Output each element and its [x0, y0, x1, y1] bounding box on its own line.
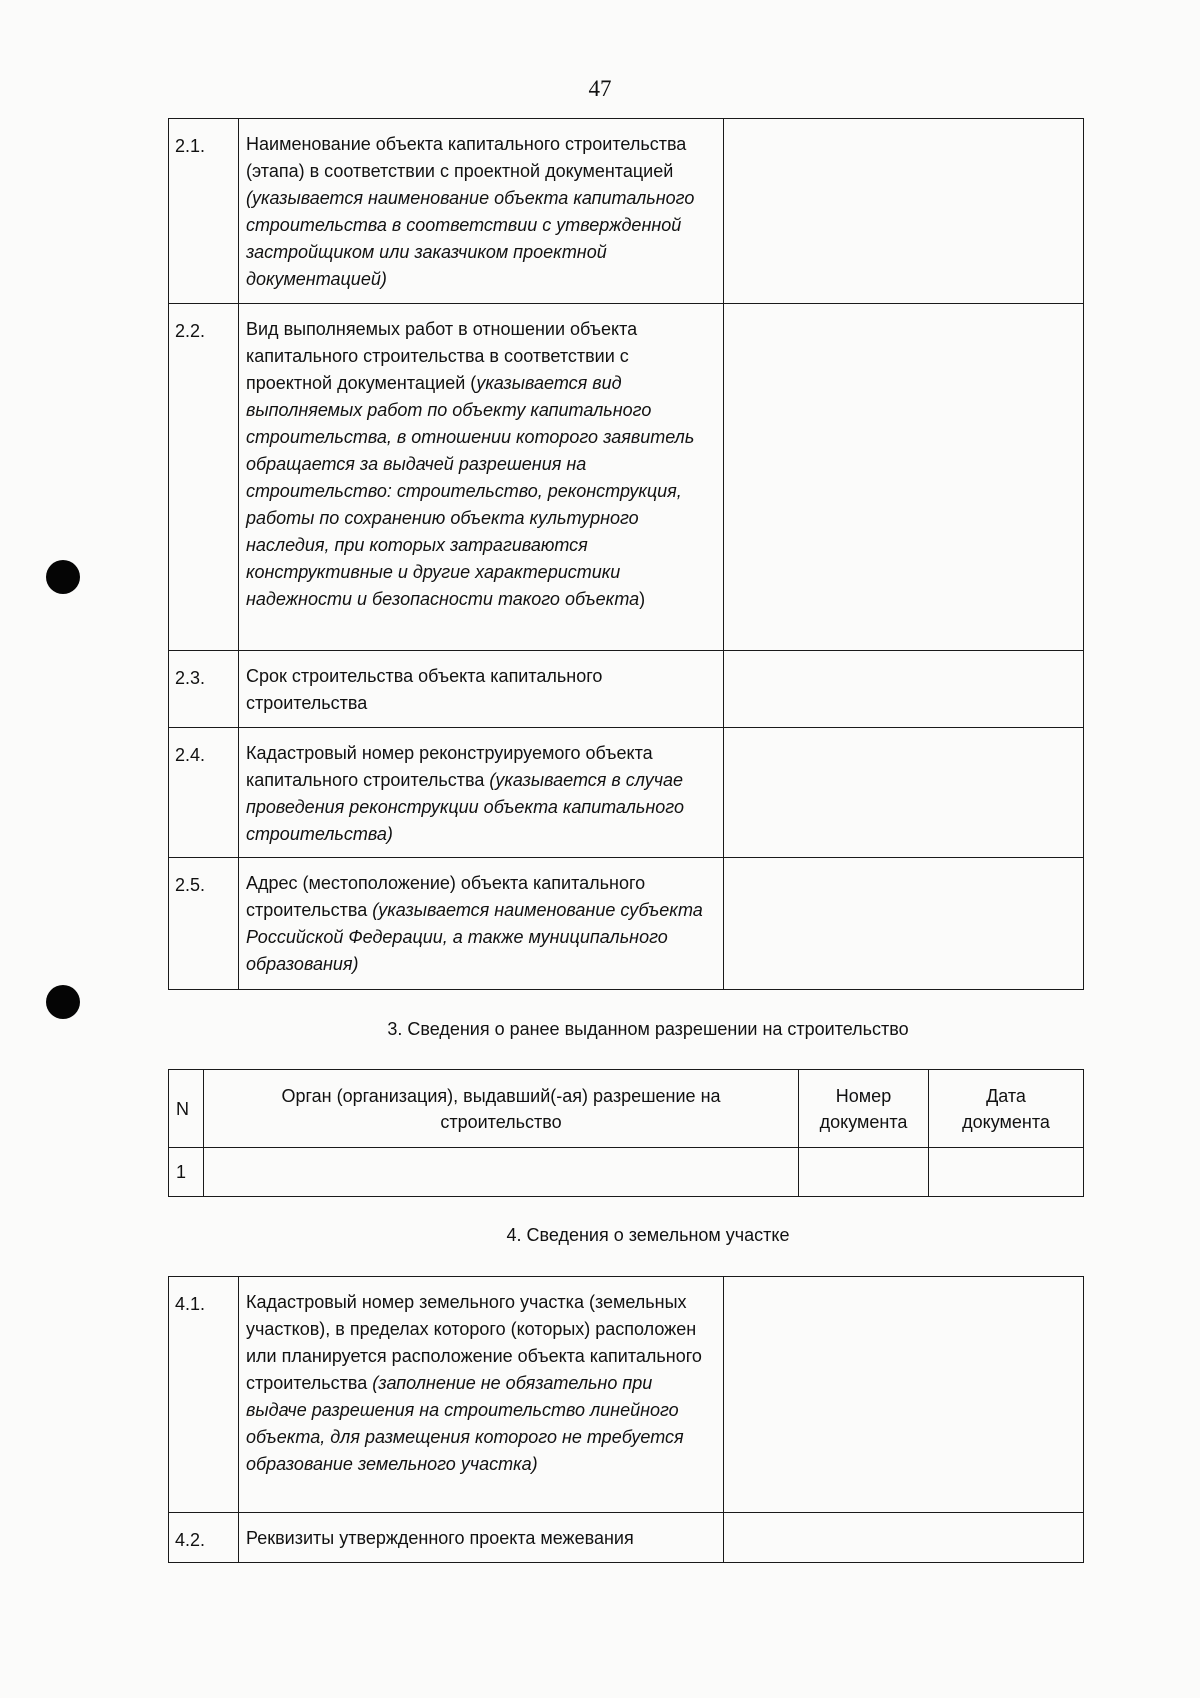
row-description: Наименование объекта капитального строительства (этапа) в соответствии с проектной документацией (указывается наименование объекта капитального строительства в соответствии с утвержденной застройщиком или заказчиком проектной документацией)	[239, 119, 724, 304]
punch-hole-bottom	[46, 985, 80, 1019]
value-cell[interactable]	[724, 119, 1084, 304]
value-cell[interactable]	[724, 651, 1084, 728]
permit-table	[168, 1069, 1084, 1197]
table-header-row	[169, 1070, 1084, 1148]
header-doc-number: Номер документа	[799, 1070, 929, 1148]
row-number: 2.3.	[169, 651, 239, 728]
row-number: 2.5.	[169, 858, 239, 990]
value-cell[interactable]	[724, 304, 1084, 651]
table-row	[169, 1277, 1084, 1513]
section-4-title: 4. Сведения о земельном участке	[506, 1225, 790, 1245]
page-number: 47	[588, 76, 612, 101]
row-description: Реквизиты утвержденного проекта межевания	[239, 1513, 724, 1563]
section-3-title: 3. Сведения о ранее выданном разрешении на строительство	[387, 1019, 909, 1039]
table-row	[169, 304, 1084, 651]
doc-date-cell[interactable]	[929, 1148, 1084, 1197]
row-number: 2.1.	[169, 119, 239, 304]
value-cell[interactable]	[724, 858, 1084, 990]
row-number: 2.4.	[169, 728, 239, 858]
table-row	[169, 119, 1084, 304]
organ-cell[interactable]	[204, 1148, 799, 1197]
row-number: 2.2.	[169, 304, 239, 651]
row-number: 1	[169, 1148, 204, 1197]
header-n: N	[169, 1070, 204, 1148]
land-plot-table	[168, 1276, 1084, 1563]
row-description: Кадастровый номер земельного участка (земельных участков), в пределах которого (которых) расположен или планируется расположение объекта капитального строительства (заполнение не обязательно при выдаче разрешения на строительство линейного объекта, для размещения которого не требуется образование земельного участка)	[239, 1277, 724, 1513]
value-cell[interactable]	[724, 1513, 1084, 1563]
table-row	[169, 1513, 1084, 1563]
row-description: Адрес (местоположение) объекта капитального строительства (указывается наименование субъекта Российской Федерации, а также муниципального образования)	[239, 858, 724, 990]
table-row	[169, 728, 1084, 858]
doc-number-cell[interactable]	[799, 1148, 929, 1197]
object-info-table	[168, 118, 1084, 990]
header-organ: Орган (организация), выдавший(-ая) разрешение на строительство	[204, 1070, 799, 1148]
table-row	[169, 858, 1084, 990]
row-description: Срок строительства объекта капитального строительства	[239, 651, 724, 728]
punch-hole-top	[46, 560, 80, 594]
row-number: 4.2.	[169, 1513, 239, 1563]
header-doc-date: Дата документа	[929, 1070, 1084, 1148]
table-row	[169, 651, 1084, 728]
row-description: Кадастровый номер реконструируемого объекта капитального строительства (указывается в случае проведения реконструкции объекта капитального строительства)	[239, 728, 724, 858]
value-cell[interactable]	[724, 1277, 1084, 1513]
row-number: 4.1.	[169, 1277, 239, 1513]
value-cell[interactable]	[724, 728, 1084, 858]
table-row	[169, 1148, 1084, 1197]
row-description: Вид выполняемых работ в отношении объекта капитального строительства в соответствии с проектной документацией (указывается вид выполняемых работ по объекту капитального строительства, в отношении которого заявитель обращается за выдачей разрешения на строительство: строительство, реконструкция, работы по сохранению объекта культурного наследия, при которых затрагиваются конструктивные и другие характеристики надежности и безопасности такого объекта)	[239, 304, 724, 651]
